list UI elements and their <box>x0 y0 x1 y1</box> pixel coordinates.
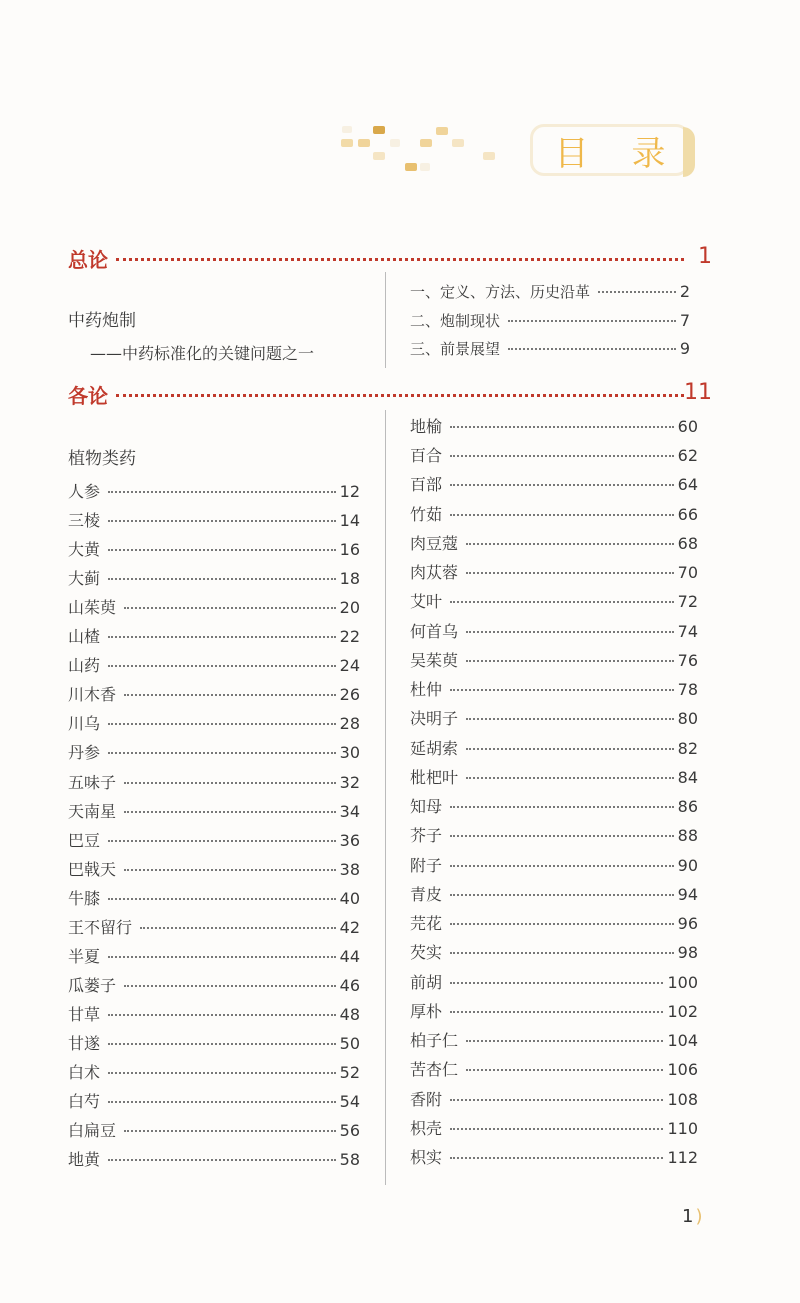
entry-page: 74 <box>677 621 698 641</box>
toc-entry[interactable] <box>410 648 698 671</box>
toc-entry[interactable] <box>410 531 698 554</box>
entry-page: 56 <box>339 1121 360 1141</box>
entry-page: 2 <box>679 282 690 301</box>
entry-label: 丹参 <box>68 743 101 763</box>
entry-page: 78 <box>677 680 698 700</box>
toc-entry[interactable] <box>68 711 360 734</box>
entry-page: 46 <box>339 975 360 995</box>
leader-dots <box>124 694 336 696</box>
section-title: 各论 <box>68 384 108 408</box>
toc-entry[interactable] <box>68 1147 360 1170</box>
toc-entry[interactable] <box>68 1089 360 1112</box>
entry-page: 20 <box>339 598 360 618</box>
topic-title: 中药炮制 <box>68 311 136 331</box>
toc-entry[interactable] <box>410 414 698 437</box>
leader-dots <box>108 752 336 754</box>
leader-dots <box>124 985 336 987</box>
toc-entry[interactable] <box>410 472 698 495</box>
toc-entry[interactable] <box>68 857 360 880</box>
entry-label: 知母 <box>410 797 443 817</box>
toc-entry[interactable] <box>410 443 698 466</box>
leader-dots <box>466 1069 663 1071</box>
toc-entry[interactable] <box>68 653 360 676</box>
toc-entry[interactable] <box>410 1145 698 1168</box>
entry-label: 山药 <box>68 656 101 676</box>
leader-dots <box>108 578 336 580</box>
entry-label: 地黄 <box>68 1150 101 1170</box>
leader-dots <box>466 631 674 633</box>
entry-page: 36 <box>339 830 360 850</box>
entry-label: 巴戟天 <box>68 859 117 879</box>
leader-dots <box>466 660 674 662</box>
toc-entry[interactable] <box>410 853 698 876</box>
leader-dots <box>450 806 674 808</box>
entry-label: 三棱 <box>68 511 101 531</box>
entry-page: 72 <box>677 592 698 612</box>
toc-entry[interactable] <box>410 619 698 642</box>
entry-page: 50 <box>339 1033 360 1053</box>
leader-dots <box>108 491 336 493</box>
entry-label: 白芍 <box>68 1092 101 1112</box>
entry-page: 90 <box>677 855 698 875</box>
toc-entry[interactable] <box>410 281 690 302</box>
topic-subtitle: ——中药标准化的关键问题之一 <box>90 344 315 363</box>
entry-label: 前胡 <box>410 972 443 992</box>
toc-entry[interactable] <box>410 1057 698 1080</box>
entry-label: 枇杷叶 <box>410 767 459 787</box>
entry-label: 青皮 <box>410 884 443 904</box>
title-char: 录 <box>631 133 666 174</box>
toc-entry[interactable] <box>410 1116 698 1139</box>
leader-dots <box>450 982 663 984</box>
toc-entry[interactable] <box>68 508 360 531</box>
entry-label: 巴豆 <box>68 830 101 850</box>
toc-entry[interactable] <box>68 1060 360 1083</box>
toc-entry[interactable] <box>68 740 360 763</box>
toc-entry[interactable] <box>410 560 698 583</box>
entry-page: 82 <box>677 738 698 758</box>
toc-entry[interactable] <box>68 1031 360 1054</box>
toc-entry[interactable] <box>68 595 360 618</box>
leader-dots <box>108 665 336 667</box>
entry-page: 86 <box>677 797 698 817</box>
entry-page: 18 <box>339 569 360 589</box>
leader-dots <box>124 1130 336 1132</box>
toc-entry[interactable] <box>68 973 360 996</box>
entry-page: 96 <box>677 914 698 934</box>
entry-page: 58 <box>339 1150 360 1170</box>
entry-page: 32 <box>339 772 360 792</box>
toc-entry[interactable] <box>410 589 698 612</box>
entry-label: 芥子 <box>410 826 443 846</box>
entry-page: 60 <box>677 417 698 436</box>
entry-page: 40 <box>339 888 360 908</box>
entry-label: 延胡索 <box>410 738 459 758</box>
entry-label: 厚朴 <box>410 1001 443 1021</box>
entry-page: 70 <box>677 563 698 583</box>
entry-page: 16 <box>339 540 360 560</box>
entry-label: 大蓟 <box>68 569 101 589</box>
toc-entry[interactable] <box>410 1028 698 1051</box>
entry-page: 52 <box>339 1063 360 1082</box>
entry-label: 王不留行 <box>68 917 133 937</box>
entry-label: 杜仲 <box>410 680 443 700</box>
toc-entry[interactable] <box>410 794 698 817</box>
divider <box>385 272 386 368</box>
leader-dots <box>466 718 674 720</box>
entry-label: 五味子 <box>68 772 117 792</box>
toc-entry[interactable] <box>68 682 360 705</box>
entry-page: 110 <box>667 1118 698 1138</box>
entry-label: 大黄 <box>68 540 101 560</box>
entry-label: 山楂 <box>68 627 101 647</box>
entry-label: 附子 <box>410 855 443 875</box>
toc-entry[interactable] <box>68 944 360 967</box>
entry-label: 瓜蒌子 <box>68 975 117 995</box>
entry-label: 百合 <box>410 446 443 466</box>
section-specific[interactable] <box>68 380 712 409</box>
toc-entry[interactable] <box>410 911 698 934</box>
leader-dots <box>450 835 674 837</box>
leader-dots <box>450 455 674 457</box>
entry-page: 102 <box>667 1001 698 1021</box>
leader-dots <box>108 1072 336 1074</box>
toc-entry[interactable] <box>68 915 360 938</box>
leader-dots <box>466 1040 663 1042</box>
entry-label: 肉豆蔻 <box>410 533 459 553</box>
toc-entry[interactable] <box>410 736 698 759</box>
entry-label: 枳实 <box>410 1148 443 1167</box>
entry-label: 白术 <box>68 1063 101 1082</box>
entry-page: 30 <box>339 743 360 763</box>
entry-page: 22 <box>339 627 360 647</box>
entry-page: 106 <box>667 1060 698 1080</box>
entry-page: 54 <box>339 1092 360 1112</box>
leader-dots <box>450 1011 663 1013</box>
leader-dots <box>108 1159 336 1161</box>
entry-page: 14 <box>339 511 360 531</box>
leader-dots <box>450 923 674 925</box>
toc-entry[interactable] <box>68 799 360 822</box>
entry-label: 芡实 <box>410 943 443 963</box>
toc-entry[interactable] <box>68 770 360 793</box>
entry-label: 川木香 <box>68 685 117 705</box>
entry-page: 68 <box>677 533 698 553</box>
toc-title <box>530 124 690 176</box>
title-char: 目 <box>554 133 589 174</box>
toc-entry[interactable] <box>410 310 690 331</box>
toc-entry[interactable] <box>68 886 360 909</box>
leader-dots <box>450 426 674 428</box>
entry-page: 12 <box>339 482 360 501</box>
entry-label: 人参 <box>68 482 101 501</box>
toc-entry[interactable] <box>410 502 698 525</box>
entry-label: 地榆 <box>410 417 443 436</box>
entry-page: 112 <box>667 1148 698 1167</box>
entry-label: 竹茹 <box>410 504 443 524</box>
entry-label: 半夏 <box>68 946 101 966</box>
entry-label: 天南星 <box>68 801 117 821</box>
toc-entry[interactable] <box>410 940 698 963</box>
entry-label: 柏子仁 <box>410 1031 459 1051</box>
entry-label: 艾叶 <box>410 592 443 612</box>
leader-dots <box>508 320 676 322</box>
entry-label: 山茱萸 <box>68 598 117 618</box>
entry-label: 二、炮制现状 <box>410 311 501 330</box>
leader-dots <box>450 514 674 516</box>
entry-label: 香附 <box>410 1089 443 1109</box>
entry-page: 64 <box>677 475 698 495</box>
entry-page: 42 <box>339 917 360 937</box>
leader-dots <box>108 956 336 958</box>
entry-page: 76 <box>677 650 698 670</box>
toc-entry[interactable] <box>410 765 698 788</box>
toc-entry[interactable] <box>410 882 698 905</box>
entry-label: 白扁豆 <box>68 1121 117 1141</box>
leader-dots <box>108 636 336 638</box>
toc-entry[interactable] <box>68 624 360 647</box>
entry-page: 38 <box>339 859 360 879</box>
entry-page: 26 <box>339 685 360 705</box>
leader-dots <box>508 348 676 350</box>
entry-page: 94 <box>677 884 698 904</box>
leader-dots <box>598 291 676 293</box>
leader-dots <box>124 782 336 784</box>
leader-dots <box>108 520 336 522</box>
leader-dots <box>108 840 336 842</box>
category-heading: 植物类药 <box>68 449 136 469</box>
toc-entry[interactable] <box>410 338 690 359</box>
leader-dots <box>450 689 674 691</box>
entry-label: 吴茱萸 <box>410 650 459 670</box>
entry-page: 34 <box>339 801 360 821</box>
leader-dots <box>124 869 336 871</box>
leader-dots <box>108 1043 336 1045</box>
toc-entry[interactable] <box>68 479 360 502</box>
entry-page: 104 <box>667 1031 698 1051</box>
entry-page: 24 <box>339 656 360 676</box>
divider <box>385 410 386 1185</box>
leader-dots <box>108 898 336 900</box>
section-page: 1 <box>698 244 712 269</box>
toc-entry[interactable] <box>410 706 698 729</box>
leader-dots <box>466 777 674 779</box>
toc-entry[interactable] <box>68 1118 360 1141</box>
entry-page: 84 <box>677 767 698 787</box>
leader-dots <box>108 1014 336 1016</box>
entry-label: 甘草 <box>68 1004 101 1024</box>
entry-label: 苦杏仁 <box>410 1060 459 1080</box>
section-general[interactable] <box>68 244 712 273</box>
leader-dots <box>450 601 674 603</box>
entry-label: 决明子 <box>410 709 459 729</box>
entry-page: 108 <box>667 1089 698 1109</box>
leader-dots <box>108 1101 336 1103</box>
entry-label: 川乌 <box>68 714 101 734</box>
leader-dots <box>124 607 336 609</box>
toc-entry[interactable] <box>68 828 360 851</box>
entry-label: 牛膝 <box>68 888 101 908</box>
toc-entry[interactable] <box>410 1087 698 1110</box>
toc-entry[interactable] <box>68 566 360 589</box>
leader-dots <box>140 927 336 929</box>
page-number: 1 ) <box>682 1206 702 1227</box>
leader-dots <box>466 748 674 750</box>
leader-dots <box>450 894 674 896</box>
entry-label: 一、定义、方法、历史沿革 <box>410 283 591 301</box>
leader-dots <box>450 952 674 954</box>
entry-page: 28 <box>339 714 360 734</box>
entry-label: 肉苁蓉 <box>410 563 459 583</box>
entry-page: 62 <box>677 446 698 466</box>
entry-page: 80 <box>677 709 698 729</box>
leader-dots <box>124 811 336 813</box>
entry-page: 48 <box>339 1004 360 1024</box>
toc-entry[interactable] <box>410 823 698 846</box>
entry-page: 88 <box>677 826 698 846</box>
leader-dots <box>450 1157 663 1159</box>
entry-page: 66 <box>677 504 698 524</box>
entry-page: 44 <box>339 946 360 966</box>
leader-dots <box>466 543 674 545</box>
toc-entry[interactable] <box>68 1002 360 1025</box>
leader-dots <box>108 549 336 551</box>
section-title: 总论 <box>68 248 108 272</box>
entry-label: 三、前景展望 <box>410 340 501 358</box>
toc-entry[interactable] <box>68 537 360 560</box>
entry-page: 100 <box>667 972 698 992</box>
leader-dots <box>450 484 674 486</box>
toc-entry[interactable] <box>410 970 698 993</box>
leader-dots <box>108 723 336 725</box>
toc-entry[interactable] <box>410 677 698 700</box>
leader-dots <box>466 572 674 574</box>
leader-dots <box>450 1128 663 1130</box>
section-page: 11 <box>684 380 712 405</box>
entry-label: 甘遂 <box>68 1033 101 1053</box>
entry-page: 98 <box>677 943 698 963</box>
entry-label: 枳壳 <box>410 1118 443 1138</box>
entry-page: 7 <box>679 310 690 330</box>
leader-dots <box>450 865 674 867</box>
entry-page: 9 <box>679 339 690 358</box>
toc-entry[interactable] <box>410 999 698 1022</box>
leader-dots <box>450 1099 663 1101</box>
entry-label: 何首乌 <box>410 621 459 641</box>
entry-label: 百部 <box>410 475 443 495</box>
entry-label: 芫花 <box>410 914 443 934</box>
